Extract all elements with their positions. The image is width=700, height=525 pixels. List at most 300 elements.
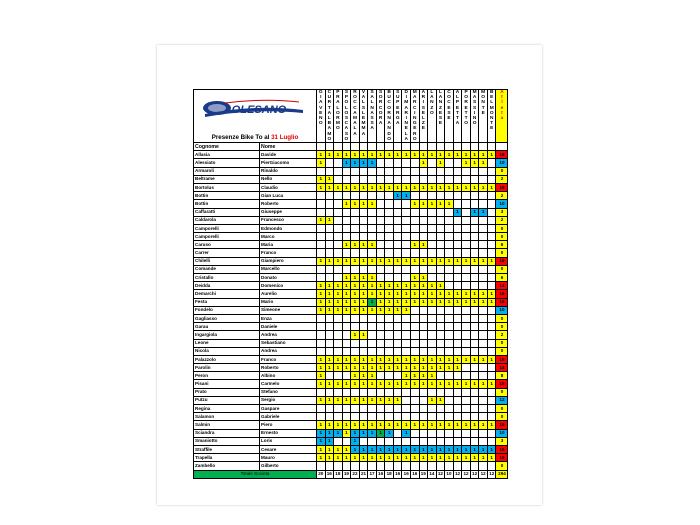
athlete-total: 0 <box>496 323 508 331</box>
athlete-name: Nello <box>260 175 317 183</box>
attendance-cell <box>428 306 437 314</box>
attendance-cell <box>359 437 368 445</box>
attendance-cell <box>453 249 462 257</box>
attendance-cell <box>351 413 360 421</box>
attendance-cell <box>368 224 377 232</box>
attendance-cell: 1 <box>453 183 462 191</box>
attendance-cell <box>376 200 385 208</box>
athlete-total-header: A t l e t a <box>496 90 508 143</box>
attendance-cell <box>487 437 496 445</box>
athlete-surname: Caruso <box>194 241 260 249</box>
athlete-surname: Salmin <box>194 421 260 429</box>
attendance-cell <box>487 388 496 396</box>
attendance-cell <box>445 413 454 421</box>
attendance-cell: 1 <box>445 183 454 191</box>
attendance-cell: 1 <box>342 306 351 314</box>
athlete-name: Franco <box>260 355 317 363</box>
attendance-cell <box>479 429 488 437</box>
attendance-cell <box>419 339 428 347</box>
attendance-cell <box>470 314 479 322</box>
attendance-cell <box>419 233 428 241</box>
table-row <box>194 249 508 257</box>
attendance-cell <box>436 216 445 224</box>
attendance-cell: 1 <box>428 454 437 462</box>
athlete-surname: Bottin <box>194 192 260 200</box>
attendance-cell <box>479 233 488 241</box>
attendance-cell <box>411 233 420 241</box>
attendance-cell <box>385 372 394 380</box>
attendance-cell <box>359 265 368 273</box>
athlete-surname: Gagliasso <box>194 314 260 322</box>
attendance-cell: 1 <box>325 421 334 429</box>
attendance-cell <box>393 462 402 470</box>
attendance-cell <box>470 282 479 290</box>
athlete-name: Francesco <box>260 216 317 224</box>
attendance-cell: 1 <box>445 200 454 208</box>
attendance-cell: 1 <box>359 372 368 380</box>
table-row <box>194 429 508 437</box>
attendance-cell <box>359 405 368 413</box>
attendance-cell <box>470 175 479 183</box>
attendance-cell <box>342 224 351 232</box>
column-total: 12 <box>487 470 496 478</box>
attendance-cell: 1 <box>351 429 360 437</box>
table-row <box>194 183 508 191</box>
attendance-cell <box>470 249 479 257</box>
athlete-surname: Ingargiola <box>194 331 260 339</box>
attendance-cell <box>462 462 471 470</box>
athlete-name: Marcello <box>260 265 317 273</box>
attendance-cell <box>342 175 351 183</box>
attendance-cell <box>411 208 420 216</box>
attendance-cell: 1 <box>376 429 385 437</box>
attendance-cell: 1 <box>385 364 394 372</box>
attendance-cell: 1 <box>436 159 445 167</box>
attendance-cell: 1 <box>470 421 479 429</box>
attendance-cell <box>402 314 411 322</box>
athlete-total: 10 <box>496 159 508 167</box>
attendance-cell <box>385 249 394 257</box>
attendance-cell <box>470 241 479 249</box>
empty-cell <box>428 143 437 151</box>
attendance-cell <box>385 241 394 249</box>
attendance-cell: 1 <box>419 380 428 388</box>
attendance-cell <box>462 241 471 249</box>
athlete-surname: Fondelo <box>194 306 260 314</box>
attendance-cell <box>428 216 437 224</box>
athlete-surname: Prato <box>194 388 260 396</box>
attendance-cell <box>393 200 402 208</box>
attendance-cell <box>445 388 454 396</box>
attendance-cell <box>385 224 394 232</box>
attendance-cell <box>359 462 368 470</box>
attendance-cell: 1 <box>317 372 326 380</box>
attendance-cell: 1 <box>428 445 437 453</box>
attendance-cell <box>428 429 437 437</box>
attendance-cell <box>462 233 471 241</box>
attendance-cell: 1 <box>411 355 420 363</box>
athlete-surname: Bortolus <box>194 183 260 191</box>
attendance-cell <box>453 323 462 331</box>
attendance-cell: 1 <box>317 306 326 314</box>
attendance-cell <box>351 233 360 241</box>
attendance-cell <box>453 396 462 404</box>
athlete-name: Gaspare <box>260 405 317 413</box>
attendance-cell <box>411 405 420 413</box>
attendance-cell <box>411 224 420 232</box>
attendance-cell: 1 <box>436 151 445 159</box>
attendance-cell <box>393 175 402 183</box>
attendance-cell: 1 <box>487 257 496 265</box>
attendance-cell <box>453 306 462 314</box>
attendance-cell <box>402 405 411 413</box>
attendance-cell: 1 <box>376 290 385 298</box>
attendance-cell: 1 <box>359 257 368 265</box>
athlete-name: PierGiacomo <box>260 159 317 167</box>
attendance-cell <box>334 347 343 355</box>
attendance-cell: 1 <box>393 183 402 191</box>
athlete-name: Ernesto <box>260 429 317 437</box>
attendance-cell: 1 <box>351 380 360 388</box>
attendance-cell <box>479 339 488 347</box>
attendance-cell <box>419 192 428 200</box>
athlete-surname: Demarchi <box>194 290 260 298</box>
event-column-header: A R I S E L Z E <box>419 90 428 143</box>
attendance-cell <box>419 405 428 413</box>
attendance-cell <box>462 405 471 413</box>
table-row <box>194 257 508 265</box>
attendance-cell <box>334 413 343 421</box>
event-column-header: B E L M O N T E <box>487 90 496 143</box>
attendance-cell <box>393 216 402 224</box>
attendance-cell <box>487 167 496 175</box>
athlete-name: Gilberto <box>260 462 317 470</box>
table-row <box>194 355 508 363</box>
attendance-cell <box>445 224 454 232</box>
attendance-cell <box>411 216 420 224</box>
attendance-cell <box>368 347 377 355</box>
attendance-cell <box>436 314 445 322</box>
page-title <box>194 134 316 141</box>
attendance-cell: 1 <box>402 306 411 314</box>
athlete-surname: Chilelli <box>194 257 260 265</box>
attendance-cell <box>334 265 343 273</box>
attendance-cell <box>479 306 488 314</box>
attendance-cell: 1 <box>436 380 445 388</box>
attendance-cell <box>470 306 479 314</box>
attendance-cell <box>445 241 454 249</box>
attendance-cell <box>419 388 428 396</box>
column-total: 21 <box>359 470 368 478</box>
attendance-cell: 1 <box>411 200 420 208</box>
attendance-cell <box>342 314 351 322</box>
empty-cell <box>487 143 496 151</box>
attendance-cell <box>385 437 394 445</box>
attendance-cell <box>419 224 428 232</box>
attendance-cell <box>487 372 496 380</box>
attendance-cell <box>428 233 437 241</box>
attendance-cell <box>462 339 471 347</box>
attendance-cell <box>419 175 428 183</box>
attendance-cell: 1 <box>325 380 334 388</box>
attendance-cell <box>436 241 445 249</box>
attendance-cell <box>317 314 326 322</box>
attendance-cell: 1 <box>317 183 326 191</box>
attendance-cell <box>376 437 385 445</box>
attendance-cell <box>385 274 394 282</box>
attendance-cell: 1 <box>479 257 488 265</box>
attendance-cell: 1 <box>334 364 343 372</box>
attendance-cell <box>385 339 394 347</box>
athlete-total: 12 <box>496 396 508 404</box>
attendance-cell: 1 <box>419 257 428 265</box>
attendance-cell: 1 <box>359 159 368 167</box>
attendance-cell: 1 <box>376 183 385 191</box>
attendance-cell <box>334 200 343 208</box>
attendance-cell <box>470 233 479 241</box>
attendance-cell: 1 <box>402 257 411 265</box>
attendance-cell <box>470 405 479 413</box>
attendance-cell: 1 <box>411 445 420 453</box>
attendance-cell <box>368 175 377 183</box>
attendance-cell: 1 <box>453 445 462 453</box>
attendance-cell: 1 <box>462 298 471 306</box>
column-total: 16 <box>376 470 385 478</box>
table-row <box>194 159 508 167</box>
attendance-cell: 1 <box>376 454 385 462</box>
attendance-cell <box>479 396 488 404</box>
table-row <box>194 216 508 224</box>
attendance-cell <box>419 396 428 404</box>
table-row <box>194 192 508 200</box>
attendance-cell: 1 <box>334 454 343 462</box>
athlete-total: 0 <box>496 347 508 355</box>
attendance-cell <box>325 265 334 273</box>
attendance-cell <box>428 323 437 331</box>
attendance-cell <box>359 413 368 421</box>
attendance-cell: 1 <box>462 183 471 191</box>
attendance-cell: 1 <box>428 151 437 159</box>
empty-cell <box>402 143 411 151</box>
attendance-cell <box>479 437 488 445</box>
attendance-cell <box>385 175 394 183</box>
event-column-header: C U R T A L B A M O <box>325 90 334 143</box>
attendance-cell: 1 <box>393 396 402 404</box>
attendance-cell: 1 <box>368 429 377 437</box>
attendance-cell: 1 <box>428 282 437 290</box>
attendance-cell <box>385 216 394 224</box>
attendance-cell <box>436 167 445 175</box>
attendance-cell: 1 <box>334 298 343 306</box>
attendance-cell <box>393 331 402 339</box>
attendance-cell <box>351 216 360 224</box>
attendance-cell <box>325 224 334 232</box>
attendance-cell: 1 <box>376 445 385 453</box>
attendance-cell: 1 <box>368 380 377 388</box>
athlete-name: Roberto <box>260 364 317 372</box>
logo-text: OLESANO <box>231 104 287 116</box>
attendance-cell <box>419 208 428 216</box>
attendance-cell <box>351 405 360 413</box>
attendance-cell <box>368 265 377 273</box>
attendance-cell: 1 <box>453 380 462 388</box>
attendance-cell <box>487 339 496 347</box>
attendance-cell: 1 <box>393 445 402 453</box>
attendance-cell: 1 <box>436 290 445 298</box>
attendance-cell <box>376 233 385 241</box>
attendance-cell <box>419 323 428 331</box>
attendance-cell <box>462 224 471 232</box>
athlete-total: 0 <box>496 224 508 232</box>
table-row <box>194 200 508 208</box>
attendance-cell: 1 <box>479 290 488 298</box>
attendance-cell <box>402 323 411 331</box>
attendance-cell <box>487 364 496 372</box>
attendance-cell: 1 <box>428 355 437 363</box>
attendance-cell <box>376 265 385 273</box>
attendance-cell: 1 <box>334 445 343 453</box>
column-total: 12 <box>453 470 462 478</box>
table-row <box>194 372 508 380</box>
attendance-cell <box>342 192 351 200</box>
athlete-total: 16 <box>496 290 508 298</box>
attendance-cell <box>470 388 479 396</box>
athlete-name: Albino <box>260 372 317 380</box>
attendance-cell <box>479 200 488 208</box>
attendance-cell <box>368 208 377 216</box>
attendance-cell: 1 <box>325 429 334 437</box>
attendance-cell: 1 <box>385 306 394 314</box>
attendance-cell <box>470 323 479 331</box>
athlete-total: 16 <box>496 257 508 265</box>
attendance-cell <box>428 241 437 249</box>
attendance-cell: 1 <box>402 290 411 298</box>
attendance-cell: 1 <box>368 274 377 282</box>
attendance-cell <box>411 249 420 257</box>
attendance-cell <box>325 405 334 413</box>
attendance-cell <box>376 175 385 183</box>
athlete-total: 0 <box>496 339 508 347</box>
table-row <box>194 388 508 396</box>
attendance-cell: 1 <box>470 355 479 363</box>
attendance-cell <box>419 429 428 437</box>
attendance-cell <box>470 200 479 208</box>
attendance-cell <box>419 249 428 257</box>
attendance-cell <box>462 200 471 208</box>
attendance-cell: 1 <box>351 454 360 462</box>
attendance-cell: 1 <box>359 355 368 363</box>
athlete-surname: Garau <box>194 323 260 331</box>
attendance-cell <box>411 265 420 273</box>
table-row <box>194 454 508 462</box>
attendance-cell: 1 <box>342 257 351 265</box>
attendance-cell: 1 <box>359 241 368 249</box>
attendance-cell <box>428 462 437 470</box>
athlete-surname: Zambello <box>194 462 260 470</box>
table-row <box>194 323 508 331</box>
attendance-cell <box>487 347 496 355</box>
attendance-cell <box>479 314 488 322</box>
attendance-cell: 1 <box>487 151 496 159</box>
attendance-cell <box>368 462 377 470</box>
attendance-cell: 1 <box>342 151 351 159</box>
attendance-cell: 1 <box>359 421 368 429</box>
attendance-cell: 1 <box>385 380 394 388</box>
attendance-cell: 1 <box>445 445 454 453</box>
attendance-cell: 1 <box>393 298 402 306</box>
athlete-total: 2 <box>496 331 508 339</box>
attendance-cell: 1 <box>342 364 351 372</box>
attendance-cell <box>462 216 471 224</box>
attendance-cell <box>445 233 454 241</box>
attendance-cell <box>470 437 479 445</box>
attendance-cell: 1 <box>325 306 334 314</box>
attendance-cell <box>487 323 496 331</box>
attendance-cell <box>376 323 385 331</box>
attendance-cell: 1 <box>334 282 343 290</box>
attendance-cell: 1 <box>393 151 402 159</box>
attendance-cell <box>428 347 437 355</box>
attendance-cell <box>479 249 488 257</box>
attendance-cell <box>393 167 402 175</box>
event-column-header: R O C C A M A L A <box>351 90 360 143</box>
attendance-cell <box>479 224 488 232</box>
attendance-cell <box>376 167 385 175</box>
attendance-cell: 1 <box>317 429 326 437</box>
attendance-cell <box>470 339 479 347</box>
attendance-cell: 1 <box>402 183 411 191</box>
attendance-cell <box>402 249 411 257</box>
attendance-cell <box>317 233 326 241</box>
attendance-cell <box>334 216 343 224</box>
attendance-cell <box>445 372 454 380</box>
attendance-cell: 1 <box>376 306 385 314</box>
attendance-cell <box>487 159 496 167</box>
attendance-cell: 1 <box>342 355 351 363</box>
attendance-cell: 1 <box>436 200 445 208</box>
attendance-cell: 1 <box>368 183 377 191</box>
attendance-cell: 1 <box>368 355 377 363</box>
attendance-cell <box>411 175 420 183</box>
attendance-cell: 1 <box>479 208 488 216</box>
table-row <box>194 224 508 232</box>
attendance-cell: 1 <box>325 175 334 183</box>
empty-cell <box>351 143 360 151</box>
event-column-header: S U P E R G A <box>393 90 402 143</box>
attendance-cell: 1 <box>411 282 420 290</box>
attendance-cell: 1 <box>342 380 351 388</box>
attendance-cell: 1 <box>359 274 368 282</box>
attendance-cell <box>376 388 385 396</box>
event-column-header: V A L S L E M M A <box>359 90 368 143</box>
attendance-cell <box>317 241 326 249</box>
attendance-cell <box>462 306 471 314</box>
athlete-name: Maria <box>260 241 317 249</box>
attendance-cell <box>487 314 496 322</box>
attendance-cell <box>411 462 420 470</box>
attendance-cell: 1 <box>402 372 411 380</box>
attendance-cell: 1 <box>487 290 496 298</box>
attendance-cell: 1 <box>419 183 428 191</box>
attendance-cell: 1 <box>402 380 411 388</box>
attendance-cell: 1 <box>376 298 385 306</box>
column-total: 20 <box>317 470 326 478</box>
attendance-cell: 1 <box>453 454 462 462</box>
attendance-cell: 1 <box>462 151 471 159</box>
attendance-cell <box>419 265 428 273</box>
attendance-cell <box>470 216 479 224</box>
attendance-cell <box>334 437 343 445</box>
